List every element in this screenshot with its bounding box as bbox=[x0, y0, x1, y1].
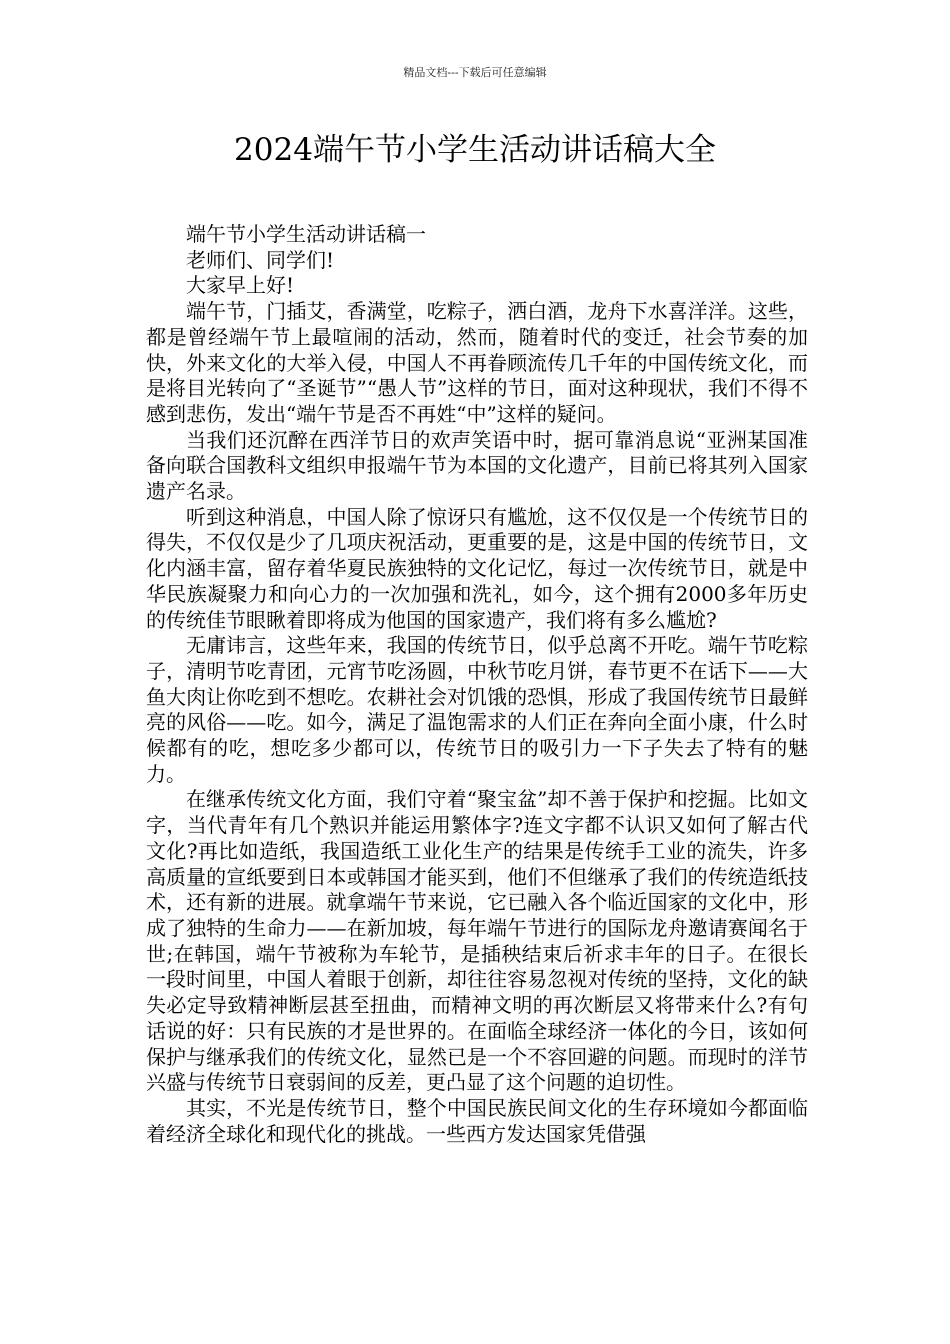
paragraph-subtitle: 端午节小学生活动讲话稿一 bbox=[186, 222, 426, 246]
document-body bbox=[146, 222, 808, 1147]
paragraph: 听到这种消息，中国人除了惊讶只有尴尬，这不仅仅是一个传统节日的得失，不仅仅是少了几项庆祝活动，更重要的是，这是中国的传统节日，文化内涵丰富，留存着华夏民族独特的文化记忆，每过一次传统节日，就是中华民族凝聚力和向心力的一次加强和洗礼，如今，这个拥有2000多年历史的传统佳节眼瞅着即将成为他国的国家遗产，我们将有多么尴尬? bbox=[146, 504, 808, 632]
paragraph: 无庸讳言，这些年来，我国的传统节日，似乎总离不开吃。端午节吃粽子，清明节吃青团，元宵节吃汤圆，中秋节吃月饼，春节更不在话下——大鱼大肉让你吃到不想吃。农耕社会对饥饿的恐惧，形成了我国传统节日最鲜亮的风俗——吃。如今，满足了温饱需求的人们正在奔向全面小康，什么时候都有的吃，想吃多少都可以，传统节日的吸引力一下子失去了特有的魅力。 bbox=[146, 633, 808, 786]
paragraph: 在继承传统文化方面，我们守着“聚宝盆”却不善于保护和挖掘。比如文字，当代青年有几个熟识并能运用繁体字?连文字都不认识又如何了解古代文化?再比如造纸，我国造纸工业化生产的结果是传统手工业的流失，许多高质量的宣纸要到日本或韩国才能买到，他们不但继承了我们的传统造纸技术，还有新的进展。就拿端午节来说，它已融入各个临近国家的文化中，形成了独特的生命力——在新加坡，每年端午节进行的国际龙舟邀请赛闻名于世;在韩国，端午节被称为车轮节，是插秧结束后祈求丰年的日子。在很长一段时间里，中国人着眼于创新，却往往容易忽视对传统的坚持，文化的缺失必定导致精神断层甚至扭曲，而精神文明的再次断层又将带来什么?有句话说的好：只有民族的才是世界的。在面临全球经济一体化的今日，该如何保护与继承我们的传统文化，显然已是一个不容回避的问题。而现时的洋节兴盛与传统节日衰弱间的反差，更凸显了这个问题的迫切性。 bbox=[146, 787, 808, 1095]
paragraph: 其实，不光是传统节日，整个中国民族民间文化的生存环境如今都面临着经济全球化和现代化的挑战。一些西方发达国家凭借强 bbox=[146, 1095, 808, 1146]
page-header: 精品文档---下载后可任意编辑 bbox=[403, 66, 547, 79]
paragraph-greeting-morning: 大家早上好! bbox=[186, 273, 295, 298]
paragraph: 端午节，门插艾，香满堂，吃粽子，洒白酒，龙舟下水喜洋洋。这些，都是曾经端午节上最喧闹的活动，然而，随着时代的变迁，社会节奏的加快，外来文化的大举入侵，中国人不再眷顾流传几千年的中国传统文化，而是将目光转向了“圣诞节”“愚人节”这样的节日，面对这种现状，我们不得不感到悲伤，发出“端午节是否不再姓“中”这样的疑问。 bbox=[146, 299, 808, 426]
paragraph-greeting-teachers: 老师们、同学们! bbox=[186, 247, 335, 272]
paragraph: 当我们还沉醉在西洋节日的欢声笑语中时，据可靠消息说“亚洲某国准备向联合国教科文组织申报端午节为本国的文化遗产，目前已将其列入国家遗产名录。 bbox=[146, 427, 808, 504]
document-title: 2024端午节小学生活动讲话稿大全 bbox=[234, 132, 716, 168]
